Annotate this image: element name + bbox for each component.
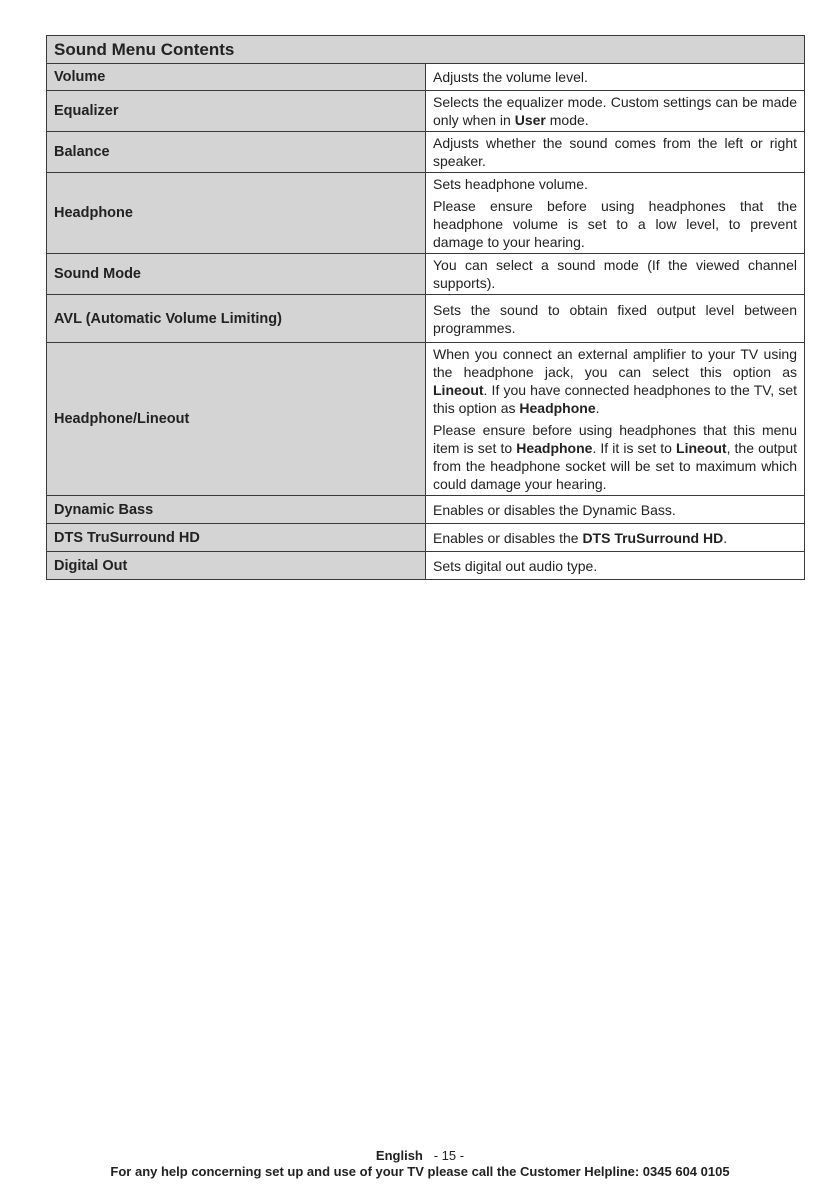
emphasis-text: DTS TruSurround HD <box>582 529 724 546</box>
table-row <box>47 91 805 132</box>
description-paragraph <box>433 345 797 417</box>
table-row <box>47 343 805 496</box>
text-segment: Adjusts whether the sound comes from the left or right speaker. <box>433 135 797 169</box>
sound-menu-table <box>46 35 805 580</box>
description-paragraph <box>433 68 797 86</box>
description-paragraph <box>433 301 797 337</box>
table-row <box>47 254 805 295</box>
description-paragraph <box>433 93 797 129</box>
footer-language: English <box>375 1148 423 1163</box>
table-body <box>47 64 805 580</box>
text-segment: You can select a sound mode (If the viewed channel supports). <box>433 257 797 291</box>
setting-name: Dynamic Bass <box>47 496 426 524</box>
setting-description <box>426 64 805 91</box>
setting-name: Balance <box>47 132 426 173</box>
text-segment: Sets headphone volume. <box>433 176 588 192</box>
setting-description <box>426 132 805 173</box>
text-segment: Please ensure before using headphones that the headphone volume is set to a low level, to prevent damage to your hearing. <box>433 198 797 250</box>
setting-name: Digital Out <box>47 552 426 580</box>
setting-name: Sound Mode <box>47 254 426 295</box>
setting-description <box>426 91 805 132</box>
description-paragraph <box>433 197 797 251</box>
description-paragraph <box>433 421 797 493</box>
text-segment: When you connect an external amplifier to your TV using the headphone jack, you can select this option as <box>433 346 797 380</box>
text-segment: Adjusts the volume level. <box>433 69 588 85</box>
table-row <box>47 64 805 91</box>
description-paragraph <box>433 134 797 170</box>
text-segment: Please ensure before using headphones that this menu item is set to <box>433 422 797 456</box>
description-paragraph <box>433 175 797 193</box>
text-segment: . If it is set to <box>592 440 677 456</box>
text-segment: . <box>595 400 600 416</box>
table-row <box>47 295 805 343</box>
table-row <box>47 524 805 552</box>
text-segment: , the output from the headphone socket will be set to maximum which could damage your hearing. <box>433 440 798 492</box>
text-segment: Enables or disables the Dynamic Bass. <box>433 501 676 518</box>
table-row <box>47 132 805 173</box>
setting-name: AVL (Automatic Volume Limiting) <box>47 295 426 343</box>
text-segment: Enables or disables the <box>433 529 583 546</box>
page-number: - 15 - <box>433 1148 465 1163</box>
helpline-text: For any help concerning set up and use of your TV please call the Customer Helpline: 0345 604 0105 <box>110 1164 730 1179</box>
setting-name: Headphone <box>47 173 426 254</box>
description-paragraph <box>433 529 797 547</box>
description-paragraph <box>433 557 797 575</box>
text-segment: Sets the sound to obtain fixed output level between programmes. <box>433 301 797 336</box>
emphasis-text: Headphone <box>516 440 593 456</box>
emphasis-text: Lineout <box>676 440 727 456</box>
setting-description <box>426 552 805 580</box>
setting-description <box>426 295 805 343</box>
setting-description <box>426 173 805 254</box>
page-footer <box>0 1148 840 1163</box>
setting-name: DTS TruSurround HD <box>47 524 426 552</box>
text-segment: . <box>723 529 728 546</box>
description-paragraph <box>433 256 797 292</box>
text-segment: Sets digital out audio type. <box>433 557 598 574</box>
text-segment: Selects the equalizer mode. Custom settings can be made only when in <box>433 94 797 128</box>
setting-name: Equalizer <box>47 91 426 132</box>
setting-description <box>426 343 805 496</box>
text-segment: . If you have connected headphones to the TV, set this option as <box>433 382 797 416</box>
emphasis-text: Lineout <box>433 382 484 398</box>
emphasis-text: User <box>514 112 546 128</box>
setting-description <box>426 496 805 524</box>
setting-description <box>426 254 805 295</box>
description-paragraph <box>433 501 797 519</box>
setting-name: Volume <box>47 64 426 91</box>
table-row <box>47 552 805 580</box>
table-row <box>47 496 805 524</box>
table-row <box>47 173 805 254</box>
table-title: Sound Menu Contents <box>47 36 805 64</box>
setting-name: Headphone/Lineout <box>47 343 426 496</box>
setting-description <box>426 524 805 552</box>
text-segment: mode. <box>545 112 589 128</box>
emphasis-text: Headphone <box>519 400 596 416</box>
